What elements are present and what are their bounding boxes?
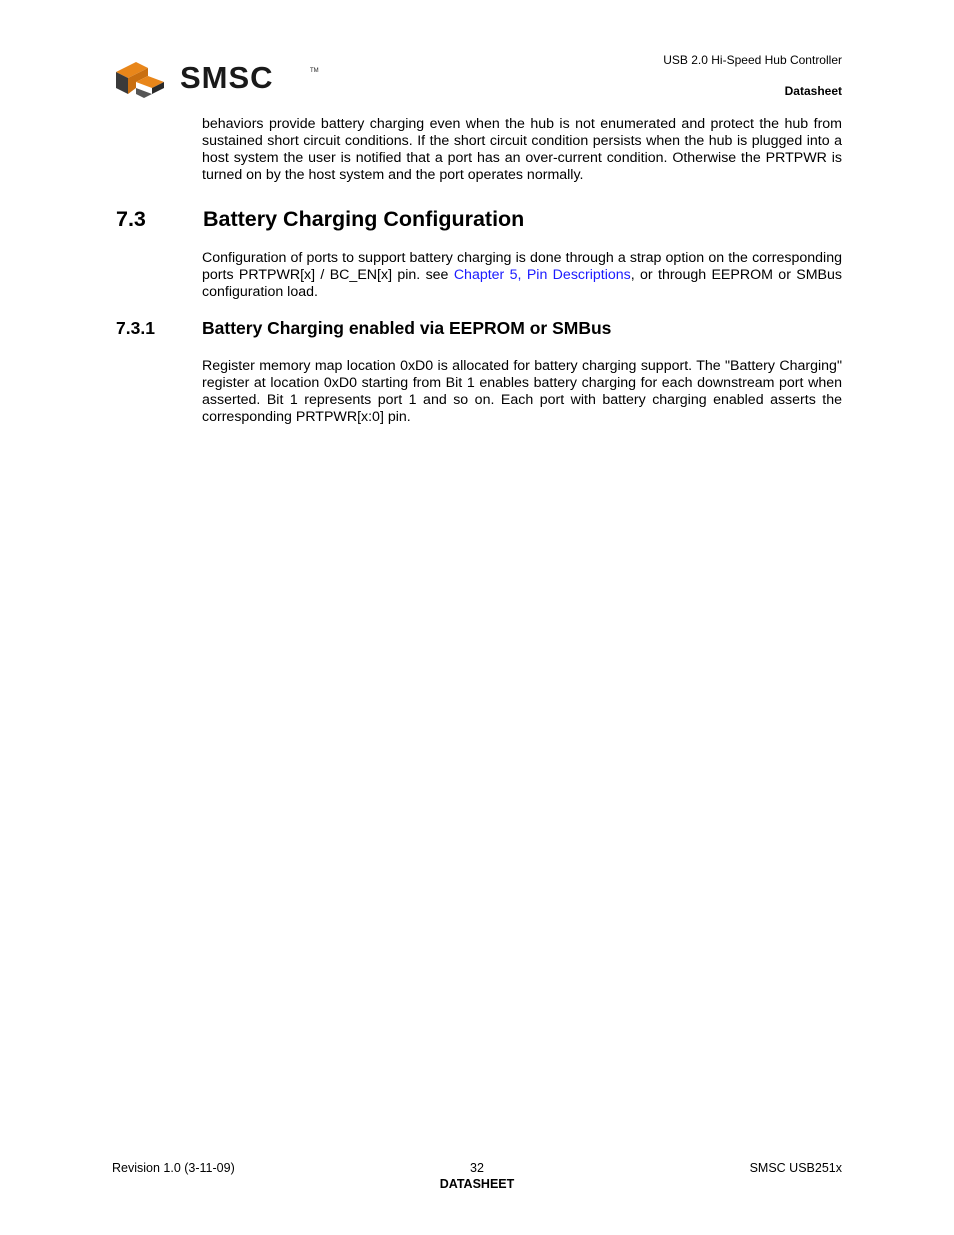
footer-classification: DATASHEET <box>439 1177 515 1191</box>
logo-wordmark: SMSC <box>180 60 274 95</box>
pin-descriptions-link[interactable]: Pin Descriptions <box>526 267 631 283</box>
subsection-paragraph: Register memory map location 0xD0 is allocated for battery charging support. The "Battery Charging" register at location 0xD0 starting from Bit 1 enables battery charging for each downstream port when asserted. Bit 1 represents port 1 and so on. Each port with battery charging enabled asserts the corresponding PRTPWR[x:0] pin. <box>202 358 842 425</box>
svg-text:TM: TM <box>310 68 319 74</box>
section-number: 7.3 <box>116 207 146 231</box>
chapter-link[interactable]: Chapter 5 <box>453 267 518 283</box>
section-paragraph <box>202 250 842 301</box>
footer-product: SMSC USB251x <box>749 1161 842 1175</box>
link-separator: , <box>517 267 527 283</box>
section-text-after: , or through EEPROM or SMBus configuration load. <box>202 267 842 300</box>
intro-paragraph: behaviors provide battery charging even when the hub is not enumerated and protect the hub from sustained short circuit conditions. If the short circuit condition persists when the hub is plugged into a host system the user is notified that a port has an over-current condition. Otherwise the PRTPWR is turned on by the host system and the port operates normally. <box>202 116 842 183</box>
subsection-number: 7.3.1 <box>116 318 155 338</box>
header-subtitle: Datasheet <box>784 84 842 98</box>
smsc-logo <box>114 58 324 100</box>
subsection-title: Battery Charging enabled via EEPROM or SMBus <box>202 318 612 338</box>
header-title: USB 2.0 Hi-Speed Hub Controller <box>663 53 842 67</box>
logo-mark-icon <box>116 62 164 98</box>
footer-revision: Revision 1.0 (3-11-09) <box>112 1161 235 1175</box>
footer-page-number: 32 <box>470 1161 484 1175</box>
section-text-before: Configuration of ports to support battery charging is done through a strap option on the corresponding ports PRTPWR[x] / BC_EN[x] pin. see <box>202 250 842 283</box>
section-title: Battery Charging Configuration <box>203 207 525 231</box>
